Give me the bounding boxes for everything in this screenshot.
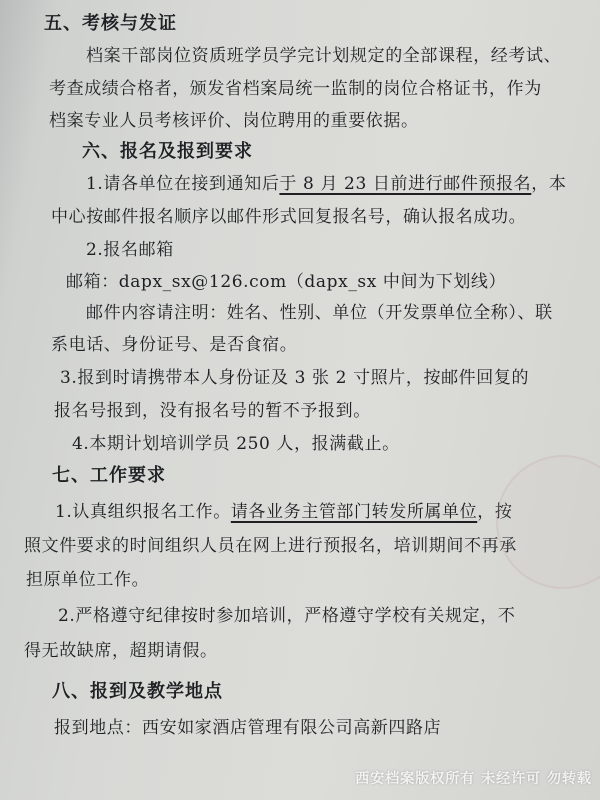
section7-item1-prefix: 1.认真组织报名工作。 xyxy=(55,502,231,522)
section7-heading: 七、工作要求 xyxy=(52,465,166,486)
section6-item1-prefix: 1.请各单位在接到通知后 xyxy=(86,174,280,194)
faint-stamp-mark xyxy=(496,455,600,589)
section6-heading: 六、报名及报到要求 xyxy=(82,141,253,162)
section7-item2-line2: 得无故缺席，超期请假。 xyxy=(24,641,218,661)
email-line: 邮箱：dapx_sx@126.com（dapx_sx 中间为下划线） xyxy=(66,272,507,292)
section7-item1-line3: 担原单位工作。 xyxy=(26,570,150,590)
mail-content-line1: 邮件内容请注明：姓名、性别、单位（开发票单位全称）、联 xyxy=(86,303,553,323)
section6-item4: 4.本期计划培训学员 250 人，报满截止。 xyxy=(72,434,400,454)
section6-item3-line2: 报名号报到，没有报名号的暂不予报到。 xyxy=(54,401,371,421)
section8-heading: 八、报到及教学地点 xyxy=(52,681,223,702)
mail-content-line2: 系电话、身份证号、是否食宿。 xyxy=(51,335,298,355)
section7-item1-line1 xyxy=(55,502,512,522)
section7-item1-line2: 照文件要求的时间组织人员在网上进行预报名，培训期间不再承 xyxy=(24,536,517,556)
section7-item2-line1: 2.严格遵守纪律按时参加培训，严格遵守学校有关规定，不 xyxy=(58,606,516,626)
address-line: 报到地点：西安如家酒店管理有限公司高新四路店 xyxy=(54,718,442,738)
section5-paragraph-line3: 档案专业人员考核评价、岗位聘用的重要依据。 xyxy=(49,111,419,131)
watermark: 西安档案版权所有 未经许可 勿转载 xyxy=(355,771,592,787)
section6-item1-underlined: 于 8 月 23 日前进行邮件预报名 xyxy=(279,174,532,194)
section5-paragraph-line2: 考查成绩合格者，颁发省档案局统一监制的岗位合格证书，作为 xyxy=(49,79,542,99)
section6-item1-line2: 中心按邮件报名顺序以邮件形式回复报名号，确认报名成功。 xyxy=(51,207,527,227)
section5-heading: 五、考核与发证 xyxy=(44,13,177,34)
section6-item2: 2.报名邮箱 xyxy=(86,240,174,260)
section7-item1-suffix: ，按 xyxy=(477,502,513,522)
section6-item1-suffix: ，本 xyxy=(531,174,567,194)
section6-item3-line1: 3.报到时请携带本人身份证及 3 张 2 寸照片，按邮件回复的 xyxy=(60,368,530,388)
section5-paragraph-line1: 档案干部岗位资质班学员学完计划规定的全部课程，经考试、 xyxy=(86,46,562,66)
section6-item1-line1 xyxy=(86,174,567,194)
section7-item1-underlined: 请各业务主管部门转发所属单位 xyxy=(230,502,478,522)
